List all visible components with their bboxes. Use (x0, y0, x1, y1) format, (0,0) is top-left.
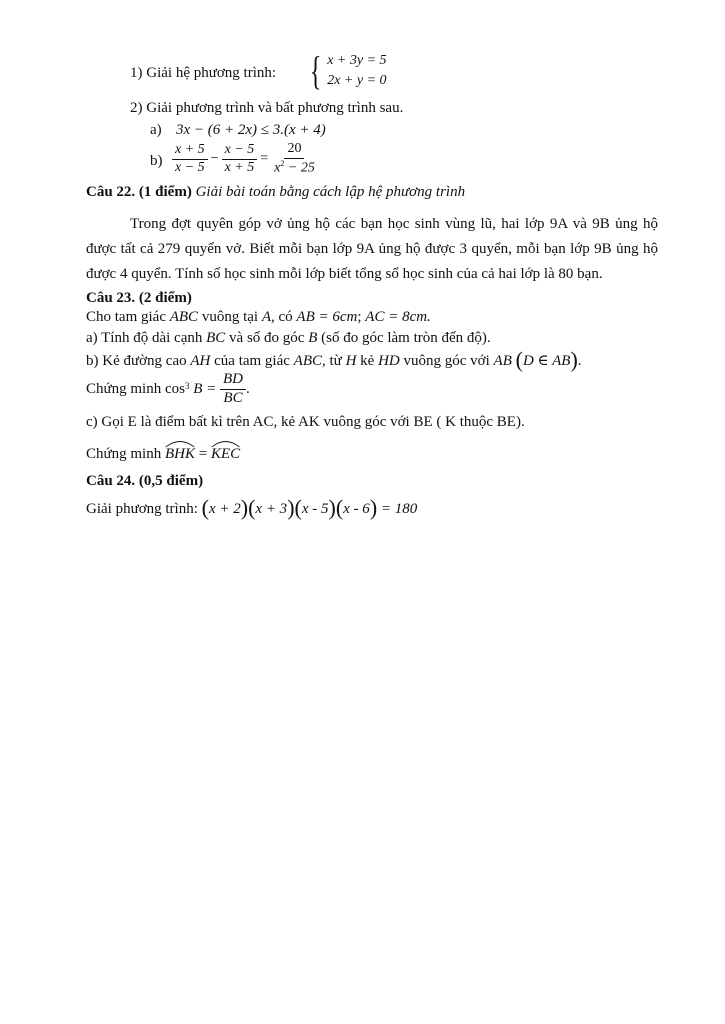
question-23-proof-1: Chứng minh cos 3 B = $\frac{BD}{BC}$ . (86, 371, 250, 406)
angle-kec: KEC (211, 446, 240, 463)
question-23-part-a: a) Tính độ dài cạnh BC và số đo góc B (số đo góc làm tròn đến độ). (86, 330, 491, 346)
fraction-2: $\frac{x - 5}{x + 5}$ (222, 143, 258, 175)
question-22-heading (86, 184, 465, 201)
question-23-title: Câu 23. (2 điểm) (86, 290, 192, 306)
item-2b-label: b) (150, 153, 163, 169)
equation-system (306, 48, 387, 93)
angle-bhk: BHK (165, 446, 195, 463)
brace-icon: { (309, 48, 322, 93)
item-2b-equation: $\frac{x + 5}{x - 5}$ − $\frac{x - 5}{x + 5}$ = $\frac{20}{x^2 - 25}$ (172, 142, 318, 176)
question-22-title: Câu 22. (1 điểm) (86, 184, 192, 200)
question-22-body: Trong đợt quyên góp vở ủng hộ các bạn học sinh vùng lũ, hai lớp 9A và 9B ủng hộ được tất cả 279 quyển vở. Biết mỗi bạn lớp 9A ủng hộ được 3 quyển, mỗi bạn lớp 9B ủng hộ được 4 quyển. Tính số học sinh mỗi lớp biết tổng số học sinh của cả hai lớp là 80 bạn. (86, 216, 658, 282)
question-23-part-c: c) Gọi E là điểm bất kì trên AC, kẻ AK vuông góc với BE ( K thuộc BE). (86, 414, 525, 430)
item-2-label: 2) Giải phương trình và bất phương trình sau. (130, 100, 404, 116)
proof-fraction: $\frac{BD}{BC}$ (220, 372, 246, 407)
question-24-title: Câu 24. (0,5 điểm) (86, 473, 204, 489)
question-23-proof-2: Chứng minh BHK = KEC (86, 446, 240, 463)
system-eq-1: x + 3y = 5 (327, 53, 387, 68)
system-eq-2: 2x + y = 0 (327, 73, 387, 88)
question-23-intro: Cho tam giác ABC vuông tại A, có AB = 6cm; AC = 8cm. (86, 309, 431, 325)
item-1-label: 1) Giải hệ phương trình: (130, 65, 277, 81)
item-2a-expression: 3x − (6 + 2x) ≤ 3.(x + 4) (176, 122, 326, 138)
item-2a-label: a) (150, 122, 162, 138)
fraction-1: $\frac{x + 5}{x - 5}$ (172, 143, 208, 175)
question-22-subtitle: Giải bài toán bằng cách lập hệ phương trình (195, 184, 466, 200)
fraction-3: $\frac{20}{x^2 - 25}$ (274, 141, 315, 176)
question-24-equation: Giải phương trình: (x + 2)(x + 3)(x - 5)(x - 6) = 180 (86, 495, 418, 520)
question-23-part-b: b) Kẻ đường cao AH của tam giác ABC, từ H kẻ HD vuông góc với AB (D ∈ AB). (86, 347, 582, 372)
